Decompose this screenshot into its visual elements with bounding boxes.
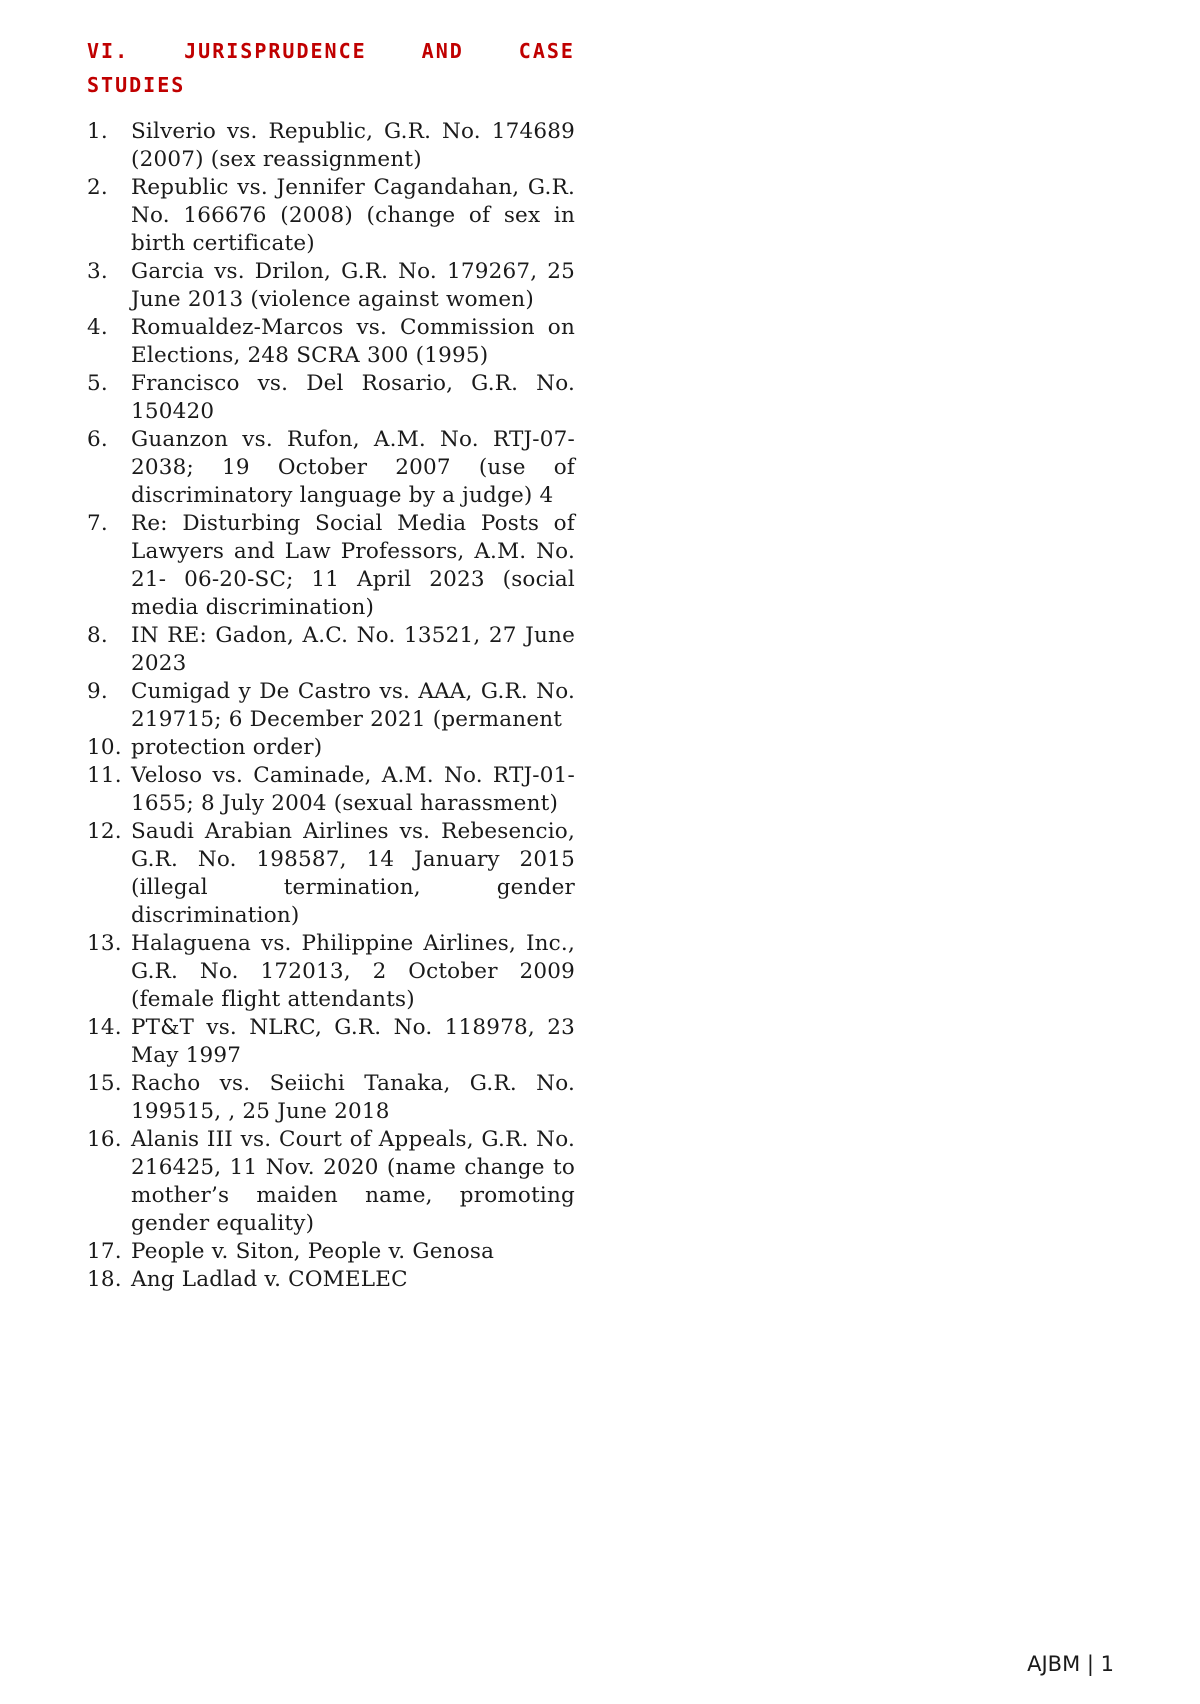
case-citation: Republic vs. Jennifer Cagandahan, G.R. No. 166676 (2008) (change of sex in birth certificate): [131, 175, 575, 256]
case-item: [87, 1126, 575, 1238]
case-number: 1.: [87, 119, 108, 144]
section-heading-line-1: [87, 34, 575, 68]
case-item: [87, 678, 575, 734]
page-footer: AJBM | 1: [1027, 1652, 1114, 1676]
section-heading-line-2: STUDIES: [87, 73, 186, 97]
case-number: 15.: [87, 1071, 122, 1096]
section-heading: [87, 34, 575, 102]
case-citation: Ang Ladlad v. COMELEC: [131, 1267, 408, 1292]
case-number: 10.: [87, 735, 122, 760]
case-item: [87, 930, 575, 1014]
case-citation: Racho vs. Seiichi Tanaka, G.R. No. 199515, , 25 June 2018: [131, 1071, 575, 1124]
case-number: 8.: [87, 623, 108, 648]
case-number: 7.: [87, 511, 108, 536]
case-item: [87, 1238, 575, 1266]
case-item: [87, 1266, 575, 1294]
heading-word: JURISPRUDENCE: [184, 39, 367, 63]
case-citation: Saudi Arabian Airlines vs. Rebesencio, G.R. No. 198587, 14 January 2015 (illegal termination, gender discrimination): [131, 819, 575, 928]
case-citation: Alanis III vs. Court of Appeals, G.R. No. 216425, 11 Nov. 2020 (name change to mother’s maiden name, promoting gender equality): [131, 1127, 575, 1236]
case-citation: Francisco vs. Del Rosario, G.R. No. 150420: [131, 371, 575, 424]
page-content: [87, 34, 575, 1294]
case-citation: Cumigad y De Castro vs. AAA, G.R. No. 219715; 6 December 2021 (permanent: [131, 679, 575, 732]
case-item: [87, 314, 575, 370]
case-citation: PT&T vs. NLRC, G.R. No. 118978, 23 May 1997: [131, 1015, 575, 1068]
case-number: 5.: [87, 371, 108, 396]
case-item: [87, 426, 575, 510]
case-citation: Romualdez-Marcos vs. Commission on Elections, 248 SCRA 300 (1995): [131, 315, 575, 368]
case-citation: Veloso vs. Caminade, A.M. No. RTJ-01-1655; 8 July 2004 (sexual harassment): [131, 763, 575, 816]
case-item: [87, 734, 575, 762]
case-citation: Halaguena vs. Philippine Airlines, Inc., G.R. No. 172013, 2 October 2009 (female flight attendants): [131, 931, 575, 1012]
case-number: 4.: [87, 315, 108, 340]
heading-word: VI.: [87, 39, 130, 63]
case-number: 11.: [87, 763, 122, 788]
heading-word: CASE: [518, 39, 575, 63]
case-item: [87, 1014, 575, 1070]
case-citation: Garcia vs. Drilon, G.R. No. 179267, 25 June 2013 (violence against women): [131, 259, 575, 312]
case-item: [87, 622, 575, 678]
case-item: [87, 174, 575, 258]
case-citation: Guanzon vs. Rufon, A.M. No. RTJ-07-2038; 19 October 2007 (use of discriminatory language by a judge) 4: [131, 427, 575, 508]
case-item: [87, 258, 575, 314]
case-item: [87, 510, 575, 622]
case-number: 2.: [87, 175, 108, 200]
case-list: [87, 118, 575, 1294]
case-citation: Silverio vs. Republic, G.R. No. 174689 (2007) (sex reassignment): [131, 119, 575, 172]
case-item: [87, 818, 575, 930]
case-item: [87, 118, 575, 174]
case-number: 14.: [87, 1015, 122, 1040]
case-item: [87, 370, 575, 426]
case-citation: People v. Siton, People v. Genosa: [131, 1239, 495, 1264]
case-number: 9.: [87, 679, 108, 704]
case-number: 3.: [87, 259, 108, 284]
case-citation: Re: Disturbing Social Media Posts of Lawyers and Law Professors, A.M. No. 21- 06-20-SC; 11 April 2023 (social media discrimination): [131, 511, 575, 620]
case-item: [87, 1070, 575, 1126]
case-number: 18.: [87, 1267, 122, 1292]
heading-word: AND: [421, 39, 464, 63]
case-number: 13.: [87, 931, 122, 956]
case-number: 17.: [87, 1239, 122, 1264]
case-number: 12.: [87, 819, 122, 844]
case-citation: IN RE: Gadon, A.C. No. 13521, 27 June 2023: [131, 623, 575, 676]
case-number: 16.: [87, 1127, 122, 1152]
case-item: [87, 762, 575, 818]
case-citation: protection order): [131, 735, 323, 760]
case-number: 6.: [87, 427, 108, 452]
